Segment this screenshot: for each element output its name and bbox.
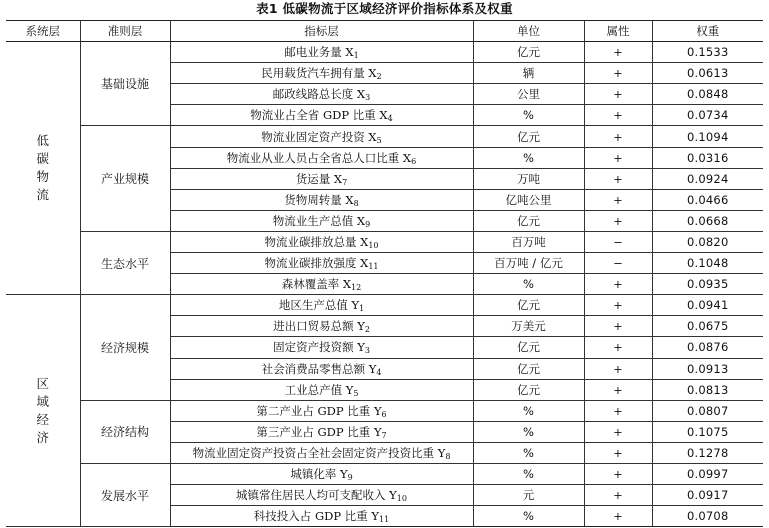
header-row — [6, 21, 763, 42]
indicator-name: 物流业固定资产投资 X — [261, 129, 377, 144]
attribute-cell: + — [584, 485, 652, 506]
table-row — [6, 231, 763, 252]
unit-cell: 万美元 — [473, 316, 584, 337]
unit-cell: % — [473, 421, 584, 442]
header-unit: 单位 — [473, 21, 584, 42]
weight-cell: 0.1075 — [652, 421, 763, 442]
indicator-cell — [170, 485, 473, 506]
table-row — [6, 42, 763, 63]
indicator-cell — [170, 274, 473, 295]
indicator-subscript: 6 — [411, 156, 417, 166]
indicator-cell — [170, 84, 473, 105]
unit-cell: 亿元 — [473, 295, 584, 316]
indicator-subscript: 2 — [376, 72, 382, 82]
criterion-label: 发展水平 — [80, 463, 170, 526]
weight-cell: 0.0668 — [652, 210, 763, 231]
weight-cell: 0.0941 — [652, 295, 763, 316]
weight-cell: 0.0708 — [652, 506, 763, 527]
criterion-label: 产业规模 — [80, 126, 170, 231]
criterion-label: 生态水平 — [80, 231, 170, 294]
unit-cell: 亿元 — [473, 379, 584, 400]
indicator-name: 进出口贸易总额 Y — [273, 319, 365, 334]
weight-cell: 0.0935 — [652, 274, 763, 295]
attribute-cell: + — [584, 189, 652, 210]
attribute-cell: + — [584, 295, 652, 316]
weight-cell: 0.0924 — [652, 168, 763, 189]
indicator-subscript: 4 — [387, 114, 393, 124]
indicator-name: 物流业生产总值 X — [272, 213, 366, 228]
indicator-subscript: 11 — [368, 262, 379, 272]
attribute-cell: + — [584, 337, 652, 358]
weight-cell: 0.0917 — [652, 485, 763, 506]
header-attribute: 属性 — [584, 21, 652, 42]
weight-cell: 0.1278 — [652, 442, 763, 463]
indicator-subscript: 7 — [381, 430, 387, 440]
indicator-subscript: 2 — [364, 325, 370, 335]
indicator-name: 物流业固定资产投资占全社会固定资产投资比重 Y — [192, 445, 446, 460]
indicator-subscript: 1 — [353, 51, 359, 61]
indicator-name: 物流业碳排放总量 X — [264, 234, 369, 249]
weight-cell: 0.0820 — [652, 231, 763, 252]
indicator-cell — [170, 210, 473, 231]
attribute-cell: + — [584, 42, 652, 63]
indicator-cell — [170, 126, 473, 147]
indicator-subscript: 8 — [353, 198, 359, 208]
attribute-cell: + — [584, 210, 652, 231]
unit-cell: 万吨 — [473, 168, 584, 189]
indicator-cell — [170, 295, 473, 316]
attribute-cell: + — [584, 274, 652, 295]
criterion-label: 经济规模 — [80, 295, 170, 400]
indicator-name: 城镇常住居民人均可支配收入 Y — [236, 488, 397, 503]
indicator-cell — [170, 147, 473, 168]
indicator-cell — [170, 316, 473, 337]
header-criterion: 准则层 — [80, 21, 170, 42]
indicator-subscript: 5 — [353, 388, 359, 398]
unit-cell: 亿元 — [473, 126, 584, 147]
indicator-name: 工业总产值 Y — [284, 382, 354, 397]
indicator-name: 物流业占全省 GDP 比重 X — [250, 108, 388, 123]
indicator-subscript: 11 — [379, 515, 390, 525]
unit-cell: % — [473, 274, 584, 295]
indicator-name: 森林覆盖率 X — [281, 277, 352, 292]
header-weight: 权重 — [652, 21, 763, 42]
indicator-cell — [170, 421, 473, 442]
attribute-cell: + — [584, 442, 652, 463]
indicator-cell — [170, 105, 473, 126]
table-row — [6, 295, 763, 316]
indicator-cell — [170, 168, 473, 189]
indicator-subscript: 4 — [376, 367, 382, 377]
indicator-subscript: 9 — [347, 473, 353, 483]
unit-cell: % — [473, 400, 584, 421]
attribute-cell: + — [584, 400, 652, 421]
weight-cell: 0.1533 — [652, 42, 763, 63]
weight-cell: 0.0848 — [652, 84, 763, 105]
indicator-cell — [170, 400, 473, 421]
indicator-name: 物流业碳排放强度 X — [264, 256, 369, 271]
unit-cell: 亿吨公里 — [473, 189, 584, 210]
indicator-cell — [170, 358, 473, 379]
weight-cell: 0.0913 — [652, 358, 763, 379]
indicator-subscript: 10 — [396, 494, 407, 504]
unit-cell: % — [473, 442, 584, 463]
attribute-cell: − — [584, 231, 652, 252]
indicator-cell — [170, 253, 473, 274]
weight-cell: 0.0675 — [652, 316, 763, 337]
weight-cell: 0.0807 — [652, 400, 763, 421]
indicator-cell — [170, 63, 473, 84]
table-body — [6, 42, 763, 527]
indicator-subscript: 8 — [445, 451, 451, 461]
attribute-cell: + — [584, 147, 652, 168]
unit-cell: 辆 — [473, 63, 584, 84]
weight-cell: 0.0997 — [652, 463, 763, 484]
header-system: 系统层 — [6, 21, 80, 42]
indicator-name: 第二产业占 GDP 比重 Y — [256, 403, 382, 418]
system-label: 低碳物流 — [36, 133, 49, 203]
indicator-cell — [170, 379, 473, 400]
indicator-cell — [170, 42, 473, 63]
unit-cell: 亿元 — [473, 337, 584, 358]
attribute-cell: + — [584, 358, 652, 379]
indicator-name: 第三产业占 GDP 比重 Y — [256, 424, 382, 439]
indicator-cell — [170, 463, 473, 484]
indicator-name: 固定资产投资额 Y — [273, 340, 365, 355]
unit-cell: 亿元 — [473, 42, 584, 63]
weight-cell: 0.1048 — [652, 253, 763, 274]
unit-cell: 亿元 — [473, 210, 584, 231]
indicator-name: 邮政线路总长度 X — [272, 87, 366, 102]
attribute-cell: + — [584, 63, 652, 84]
indicator-table — [6, 20, 763, 527]
attribute-cell: + — [584, 168, 652, 189]
attribute-cell: + — [584, 421, 652, 442]
table-title: 表1 低碳物流于区域经济评价指标体系及权重 — [256, 1, 513, 16]
indicator-cell — [170, 442, 473, 463]
indicator-name: 地区生产总值 Y — [278, 298, 360, 313]
system-cell — [6, 295, 80, 527]
indicator-cell — [170, 231, 473, 252]
unit-cell: % — [473, 463, 584, 484]
indicator-subscript: 12 — [351, 283, 362, 293]
indicator-name: 货物周转量 X — [284, 192, 354, 207]
indicator-name: 物流业从业人员占全省总人口比重 X — [226, 150, 412, 165]
attribute-cell: + — [584, 506, 652, 527]
indicator-subscript: 3 — [365, 93, 371, 103]
table-row — [6, 400, 763, 421]
indicator-name: 民用载货汽车拥有量 X — [261, 66, 377, 81]
indicator-name: 科技投入占 GDP 比重 Y — [253, 509, 379, 524]
indicator-subscript: 1 — [359, 304, 365, 314]
attribute-cell: + — [584, 463, 652, 484]
attribute-cell: − — [584, 253, 652, 274]
indicator-name: 城镇化率 Y — [290, 467, 348, 482]
unit-cell: 亿元 — [473, 358, 584, 379]
table-row — [6, 463, 763, 484]
unit-cell: 公里 — [473, 84, 584, 105]
weight-cell: 0.0734 — [652, 105, 763, 126]
unit-cell: 元 — [473, 485, 584, 506]
indicator-subscript: 3 — [364, 346, 370, 356]
weight-cell: 0.0876 — [652, 337, 763, 358]
indicator-name: 货运量 X — [295, 171, 343, 186]
system-cell — [6, 42, 80, 295]
system-label: 区域经济 — [36, 375, 49, 445]
attribute-cell: + — [584, 84, 652, 105]
unit-cell: % — [473, 147, 584, 168]
criterion-label: 经济结构 — [80, 400, 170, 463]
attribute-cell: + — [584, 379, 652, 400]
weight-cell: 0.0813 — [652, 379, 763, 400]
indicator-subscript: 7 — [342, 177, 348, 187]
weight-cell: 0.1094 — [652, 126, 763, 147]
indicator-cell — [170, 337, 473, 358]
indicator-subscript: 9 — [365, 219, 371, 229]
criterion-label: 基础设施 — [80, 42, 170, 126]
unit-cell: 百万吨 / 亿元 — [473, 253, 584, 274]
indicator-cell — [170, 506, 473, 527]
unit-cell: % — [473, 105, 584, 126]
indicator-subscript: 6 — [381, 409, 387, 419]
attribute-cell: + — [584, 105, 652, 126]
header-indicator: 指标层 — [170, 21, 473, 42]
indicator-name: 社会消费品零售总额 Y — [261, 361, 377, 376]
unit-cell: 百万吨 — [473, 231, 584, 252]
weight-cell: 0.0613 — [652, 63, 763, 84]
indicator-name: 邮电业务量 X — [284, 45, 354, 60]
indicator-cell — [170, 189, 473, 210]
weight-cell: 0.0316 — [652, 147, 763, 168]
indicator-subscript: 10 — [368, 240, 379, 250]
attribute-cell: + — [584, 126, 652, 147]
unit-cell: % — [473, 506, 584, 527]
attribute-cell: + — [584, 316, 652, 337]
indicator-subscript: 5 — [376, 135, 382, 145]
table-row — [6, 126, 763, 147]
weight-cell: 0.0466 — [652, 189, 763, 210]
